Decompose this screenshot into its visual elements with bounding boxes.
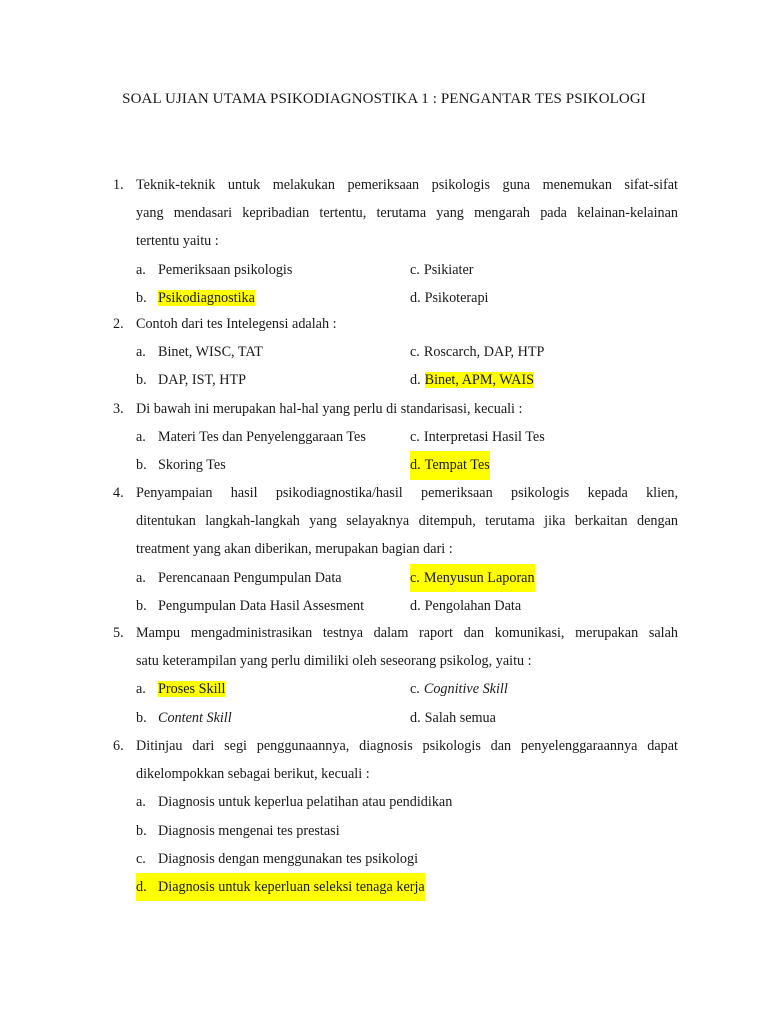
option-a xyxy=(136,788,452,816)
question-line: Penyampaian hasil psikodiagnostika/hasil pemeriksaan psikologis kepada klien, xyxy=(136,485,678,501)
page-title: SOAL UJIAN UTAMA PSIKODIAGNOSTIKA 1 : PENGANTAR TES PSIKOLOGI xyxy=(122,91,646,107)
option-letter: b. xyxy=(136,597,147,614)
option-letter: a. xyxy=(136,344,146,361)
question-text xyxy=(136,619,678,675)
option-letter: d. xyxy=(410,289,421,306)
option-d xyxy=(410,366,534,394)
question-line: yang mendasari kepribadian tertentu, terutama yang mengarah pada kelainan-kelainan xyxy=(136,205,678,222)
option-d xyxy=(410,284,488,312)
option-b xyxy=(136,284,255,312)
question-1 xyxy=(113,171,678,312)
question-line: Di bawah ini merupakan hal-hal yang perlu di standarisasi, kecuali : xyxy=(136,401,523,417)
option-letter: d. xyxy=(410,372,421,389)
option-row xyxy=(113,788,678,816)
question-4 xyxy=(113,479,678,620)
option-letter: c. xyxy=(410,261,420,278)
option-text-highlighted: Proses Skill xyxy=(158,681,226,698)
option-a xyxy=(136,338,263,366)
option-row xyxy=(113,675,678,703)
option-letter: b. xyxy=(136,457,147,474)
option-row xyxy=(113,338,678,366)
question-3 xyxy=(113,395,678,480)
option-letter: d. xyxy=(136,878,147,895)
question-6 xyxy=(113,732,678,901)
option-letter: c. xyxy=(410,681,420,698)
question-text xyxy=(136,171,678,256)
option-row xyxy=(113,423,678,451)
option-c xyxy=(136,845,418,873)
question-number: 5. xyxy=(113,625,124,641)
option-a xyxy=(136,423,366,451)
question-number: 6. xyxy=(113,738,124,754)
option-c xyxy=(410,338,544,366)
option-row xyxy=(113,817,678,845)
option-letter: a. xyxy=(136,681,146,698)
option-letter: b. xyxy=(136,372,147,389)
question-5 xyxy=(113,619,678,732)
option-b xyxy=(136,817,340,845)
option-text: Psikiater xyxy=(423,261,474,278)
option-text: Salah semua xyxy=(424,709,496,726)
option-text: Diagnosis mengenai tes prestasi xyxy=(158,822,340,839)
question-line: Teknik-teknik untuk melakukan pemeriksaan psikologis guna menemukan sifat-sifat xyxy=(136,177,678,193)
option-letter: b. xyxy=(136,709,147,726)
option-text: Pengumpulan Data Hasil Assesment xyxy=(158,597,365,614)
question-line: ditentukan langkah-langkah yang selayaknya ditempuh, terutama jika berkaitan dengan xyxy=(136,513,678,530)
question-text xyxy=(136,479,678,564)
question-number: 2. xyxy=(113,316,124,332)
option-letter: c. xyxy=(136,850,146,867)
question-line: tertentu yaitu : xyxy=(136,233,219,250)
question-text xyxy=(136,395,678,423)
option-row xyxy=(113,451,678,479)
option-text: Diagnosis dengan menggunakan tes psikologi xyxy=(158,850,419,867)
option-letter: d. xyxy=(410,457,421,474)
option-text: Materi Tes dan Penyelenggaraan Tes xyxy=(158,429,366,446)
option-letter: a. xyxy=(136,261,146,278)
option-d xyxy=(410,592,521,620)
question-line: dikelompokkan sebagai berikut, kecuali : xyxy=(136,766,370,783)
option-text: Pengolahan Data xyxy=(424,597,522,614)
option-letter: b. xyxy=(136,822,147,839)
question-text xyxy=(136,310,678,338)
question-line: satu keterampilan yang perlu dimiliki oleh seseorang psikolog, yaitu : xyxy=(136,653,532,670)
option-c xyxy=(410,675,508,703)
option-b xyxy=(136,451,226,479)
option-text: Cognitive Skill xyxy=(423,681,508,698)
option-b xyxy=(136,592,364,620)
option-letter: c. xyxy=(410,569,420,586)
option-letter: a. xyxy=(136,794,146,811)
question-number: 4. xyxy=(113,485,124,501)
option-text-highlighted: Psikodiagnostika xyxy=(158,289,255,306)
option-letter: a. xyxy=(136,569,146,586)
option-c xyxy=(410,423,545,451)
question-2 xyxy=(113,310,678,395)
option-row xyxy=(113,256,678,284)
option-text: Psikoterapi xyxy=(424,289,489,306)
option-letter: b. xyxy=(136,289,147,306)
option-row xyxy=(113,873,678,901)
option-row xyxy=(113,284,678,312)
option-b xyxy=(136,366,246,394)
option-text: DAP, IST, HTP xyxy=(158,372,247,389)
option-letter: c. xyxy=(410,344,420,361)
option-letter: c. xyxy=(410,429,420,446)
option-text: Diagnosis untuk keperlua pelatihan atau pendidikan xyxy=(158,794,453,811)
option-text: Menyusun Laporan xyxy=(423,569,535,586)
option-d xyxy=(410,704,496,732)
option-text-highlighted: Binet, APM, WAIS xyxy=(424,372,534,389)
question-line: treatment yang akan diberikan, merupakan bagian dari : xyxy=(136,541,453,558)
option-a xyxy=(136,675,225,703)
option-d-highlighted xyxy=(136,873,425,901)
option-row xyxy=(113,564,678,592)
option-row xyxy=(113,592,678,620)
option-letter: a. xyxy=(136,429,146,446)
option-text: Diagnosis untuk keperluan seleksi tenaga kerja xyxy=(158,878,425,895)
option-row xyxy=(113,366,678,394)
question-line: Ditinjau dari segi penggunaannya, diagnosis psikologis dan penyelenggaraannya dapat xyxy=(136,738,678,754)
option-text: Binet, WISC, TAT xyxy=(158,344,263,361)
option-d-highlighted xyxy=(410,451,490,479)
option-text: Tempat Tes xyxy=(424,457,490,474)
option-a xyxy=(136,256,292,284)
question-number: 3. xyxy=(113,401,124,417)
option-row xyxy=(113,845,678,873)
option-text: Interpretasi Hasil Tes xyxy=(423,429,545,446)
option-c xyxy=(410,256,474,284)
option-letter: d. xyxy=(410,709,421,726)
option-a xyxy=(136,564,342,592)
option-text: Perencanaan Pengumpulan Data xyxy=(158,569,342,586)
option-b xyxy=(136,704,232,732)
option-row xyxy=(113,704,678,732)
option-text: Pemeriksaan psikologis xyxy=(158,261,293,278)
option-text: Content Skill xyxy=(158,709,232,726)
option-text: Roscarch, DAP, HTP xyxy=(423,344,545,361)
question-text xyxy=(136,732,678,788)
option-c-highlighted xyxy=(410,564,535,592)
option-letter: d. xyxy=(410,597,421,614)
question-line: Mampu mengadministrasikan testnya dalam raport dan komunikasi, merupakan salah xyxy=(136,625,678,641)
question-line: Contoh dari tes Intelegensi adalah : xyxy=(136,316,337,332)
question-number: 1. xyxy=(113,177,124,193)
option-text: Skoring Tes xyxy=(158,457,226,474)
